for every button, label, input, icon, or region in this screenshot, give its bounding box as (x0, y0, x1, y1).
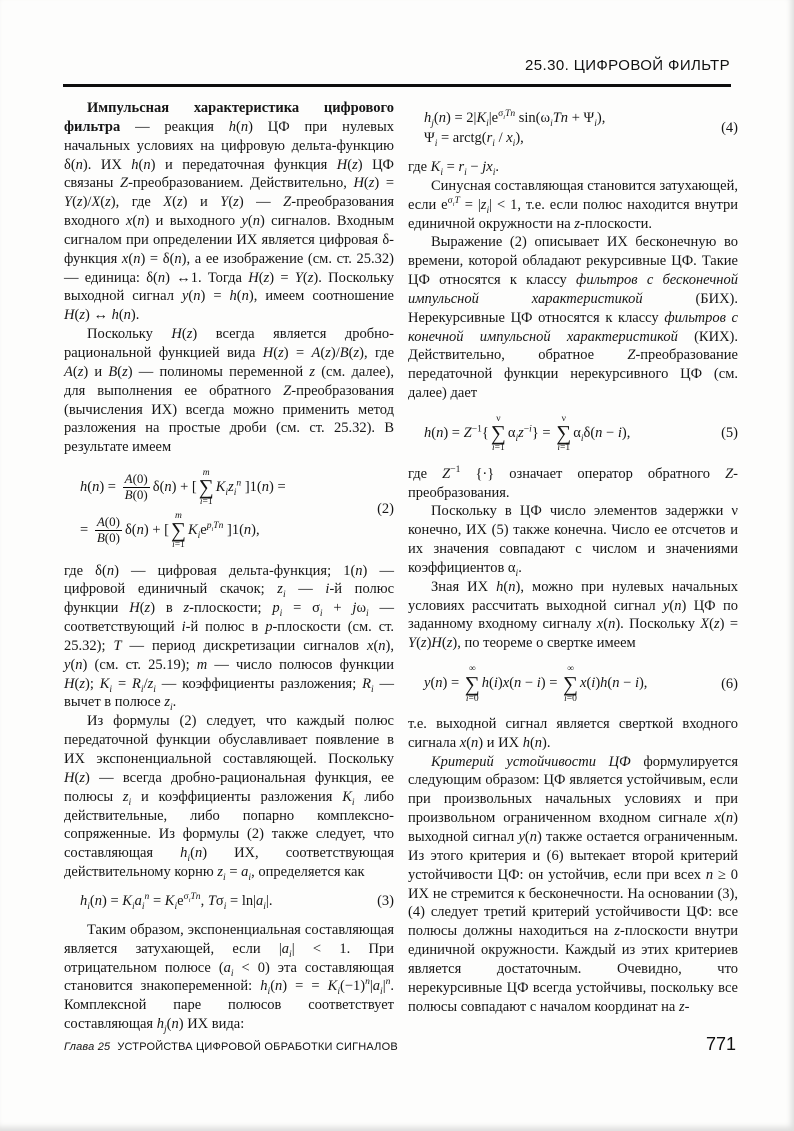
equation-6-body: y(n) = ∞ ∑ i=0 h(i)x(n − i) = ∞ ∑ i=0 x(i)h(n − i), (424, 664, 648, 704)
page-number: 771 (705, 1034, 736, 1054)
left-column (64, 99, 394, 1034)
equation-2 (64, 465, 394, 554)
paragraph-damped-component: Таким образом, экспоненциальная составляющая является затухающей, если $|a_i| < 1$. При отрицательном полюсе $(a_i < 0)$ эта составляющая становится знакопеременной: $h_i(n)$ = = $K_i(-1)^n|a_i|^n$. Комплексной паре полюсов соответствует составляющая $h_j(n)$ ИХ вида: (64, 921, 394, 1036)
paragraph-finite-ih: Поскольку в ЦФ число элементов задержки ν конечно, ИХ (5) также конечна. Число ее отсчетов и их значения совпадают с числом и значениями коэффициентов $\alpha_i$. (408, 503, 738, 579)
paragraph-inverse-z-operator: где $Z^{-1}$ {·} означает оператор обратного Z-преобразования. (408, 463, 738, 501)
paragraph-poles-exponential: Из формулы (2) следует, что каждый полюс передаточной функции обуславливает появление в ИХ экспоненциальной составляющей. Поскольку H(z) — всегда дробно-рациональная функция, ее полюсы $z_i$ и коэффициенты разложения $K_i$ либо действительные, либо попарно комплексно-сопряженные. Из формулы (2) также следует, что составляющая $h_i(n)$ ИХ, соответствующая действительному корню $z_i = a_i$, определяется как (64, 713, 394, 883)
equation-5 (408, 411, 738, 457)
paragraph-impulse-characteristic: Импульсная характеристика цифрового фильтра — реакция h(n) ЦФ при нулевых начальных условиях на цифровую дельта-функцию δ(n). ИХ h(n) и передаточная функция H(z) ЦФ связаны Z-преобразованием. Действительно, H(z) = Y(z)/X(z), где X(z) и Y(z) — Z-преобразования входного x(n) и выходного y(n) сигналов. Входным сигналом при определении ИХ является цифровая δ-функция x(n) = δ(n), а ее изображение (см. ст. 25.32) — единица: δ(n) ↔1. Тогда H(z) = Y(z). Поскольку выходной сигнал y(n) = h(n), имеем соотношение H(z) ↔ h(n). (64, 100, 395, 324)
equation-3-body: $h_i(n) = K_ia_i^n = K_ie^{\sigma_iTn}$, $T\sigma_i = \ln|a_i|$. (80, 891, 273, 912)
equation-4 (408, 107, 738, 150)
equation-3-number: (3) (377, 892, 394, 909)
chapter-label: Глава 25 (64, 1041, 111, 1053)
right-column (408, 99, 738, 1034)
equation-3 (64, 890, 394, 913)
page-footer (64, 1034, 736, 1055)
paragraph-convolution-note: т.е. выходной сигнал является сверткой входного сигнала x(n) и ИХ h(n). (408, 715, 738, 751)
equation-4-body: $h_j(n) = 2|K_i|e^{\sigma_iTn}$ $\sin(\omega_iTn + \Psi_i)$, $\Psi_i$ = $arctg(r_i / x_i)$, (424, 108, 606, 149)
equation-4-number: (4) (721, 120, 738, 136)
equation-2-body: h(n) = $\frac{A(0)}{B(0)}$ δ(n) + [ m ∑ i=1 $K_iz_i^n$ ]1(n) = = $\frac{A(0)}{B(0)}$ δ(n) + [ m ∑ i=1 $K_ie^{p_iTn}$ ]1(n), (80, 468, 286, 551)
equation-5-body: $h(n) = Z^{-1}${ ν ∑ i=1 $\alpha_iz^{-i}$} = ν ∑ i=1 $\alpha_i\delta(n - i)$, (424, 413, 631, 454)
paragraph-stability-criterion: Критерий устойчивости ЦФ формулируется следующим образом: ЦФ является устойчивым, если при произвольных начальных условиях и при произвольном ограниченном входном сигнале x(n) выходной сигнал y(n) также остается ограниченным. Из этого критерия и (6) вытекает второй критерий устойчивости ЦФ: он устойчив, если при всех n ≥ 0 ИХ не стремится к бесконечности. На основании (3), (4) следует третий критерий устойчивости ЦФ: все полюсы должны находиться на z-плоскости внутри единичной окружности. Каждый из этих критериев является достаточным. Очевидно, что нерекурсивные ЦФ всегда устойчивы, поскольку все полюсы совпадают с началом координат на z- (408, 753, 739, 1015)
chapter-title: УСТРОЙСТВА ЦИФРОВОЙ ОБРАБОТКИ СИГНАЛОВ (117, 1041, 398, 1053)
running-head-section-title: 25.30. ЦИФРОВОЙ ФИЛЬТР (525, 57, 730, 74)
equation-6-number: (6) (721, 675, 738, 692)
header-rule (63, 84, 731, 87)
paragraph-iir-fir-classes: Выражение (2) описывает ИХ бесконечную во времени, которой обладают рекурсивные ЦФ. Такие ЦФ относятся к классу фильтров с бесконечной импульсной характеристикой (БИХ). Нерекурсивные ЦФ относятся к классу фильтров с конечной импульсной характеристикой (КИХ). Действительно, обратное Z-преобразование передаточной функции нерекурсивного ЦФ (см. далее) дает (408, 234, 739, 402)
page-content (64, 99, 738, 1034)
equation-5-number: (5) (721, 425, 738, 442)
paragraph-rational-function: Поскольку H(z) всегда является дробно-рациональной функцией вида H(z) = A(z)/B(z), где A(z) и B(z) — полиномы переменной z (см. далее), для выполнения ее обратного Z-преобразования (вычисления ИХ) всегда можно применить метод разложения на простые дроби (см. ст. 25.32). В результате имеем (64, 326, 394, 456)
paragraph-output-signal: Зная ИХ h(n), можно при нулевых начальных условиях рассчитать выходной сигнал y(n) ЦФ по заданному входному сигналу x(n). Поскольку X(z) = Y(z)H(z), по теореме о свертке имеем (408, 578, 739, 652)
equation-2-number: (2) (377, 500, 394, 517)
paragraph-ki-definition: где $K_i = r_i - jx_i$. (408, 159, 499, 178)
footer-chapter-info (64, 1041, 398, 1053)
equation-6 (408, 661, 738, 707)
paragraph-notation-legend: где δ(n) — цифровая дельта-функция; 1(n) — цифровой единичный скачок; $z_i$ — i-й полюс функции H(z) в z-плоскости; $p_i = \sigma_i + j\omega_i$ — соответствующий i-й полюс в p-плоскости (см. ст. 25.32); T — период дискретизации сигналов x(n), y(n) (см. ст. 25.19); m — число полюсов функции H(z); $K_i = R_i/z_i$ — коэффициенты разложения; $R_i$ — вычет в полюсе $z_i$. (64, 562, 395, 714)
paragraph-sine-component: Синусная составляющая становится затухающей, если $e^{\sigma_iT} = |z_i| < 1$, т.е. если полюс находится внутри единичной окружности на z-плоскости. (408, 177, 738, 232)
